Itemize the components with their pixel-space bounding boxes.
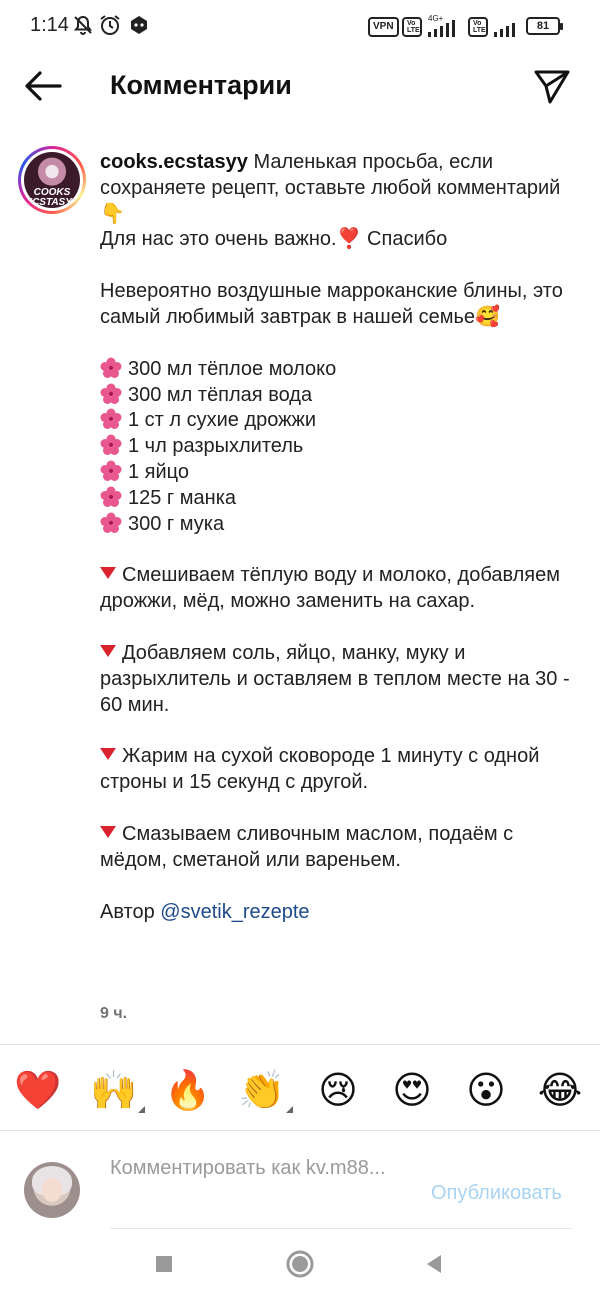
avatar-label: COOKS ECSTASYY [25, 187, 79, 208]
ingredients-list [100, 357, 580, 538]
page-title: Комментарии [110, 70, 292, 100]
app-notification-icon [128, 14, 150, 36]
author-label: Автор [100, 900, 161, 923]
reaction-heart-icon[interactable]: ❤️ [14, 1068, 62, 1112]
skin-tone-indicator [138, 1106, 145, 1113]
hibiscus-icon [100, 460, 122, 482]
author-username[interactable]: cooks.ecstasyy [100, 151, 248, 173]
step-text: Смешиваем тёплую воду и молоко, добавляем дрожжи, мёд, можно заменить на сахар. [100, 564, 560, 613]
ingredient-item [100, 460, 580, 486]
alarm-icon [98, 14, 122, 36]
red-triangle-icon [100, 748, 116, 760]
status-time: 1:14 [30, 14, 69, 36]
divider [0, 1044, 600, 1045]
author-avatar[interactable] [18, 146, 86, 214]
red-triangle-icon [100, 567, 116, 579]
quick-reactions-bar [0, 1054, 600, 1130]
step-text: Жарим на сухой сковороде 1 минуту с одной строны и 15 секунд с другой. [100, 745, 540, 794]
avatar-ring-inner [21, 149, 83, 211]
ingredient-item [100, 512, 580, 538]
red-triangle-icon [100, 645, 116, 657]
header [0, 52, 600, 118]
signal-icon-1 [426, 18, 464, 40]
volte-badge-2: Vo LTE [468, 17, 488, 37]
ingredient-text: 300 мл тёплая вода [128, 383, 313, 406]
hibiscus-icon [100, 408, 122, 430]
ingredient-text: 1 ст л сухие дрожжи [128, 409, 317, 432]
ingredient-text: 300 г мука [128, 512, 225, 535]
reaction-clapping-hands-icon[interactable]: 👏 [238, 1068, 286, 1112]
recipe-step [100, 563, 580, 615]
publish-button[interactable]: Опубликовать [431, 1182, 562, 1204]
comment-input[interactable]: Комментировать как kv.m88... [110, 1157, 386, 1179]
system-navigation-bar [0, 1232, 600, 1299]
post-time: 9 ч. [100, 1005, 128, 1022]
reaction-crying-face-icon[interactable]: 😢 [318, 1068, 358, 1112]
recipe-step [100, 822, 580, 874]
recent-apps-icon[interactable] [146, 1246, 182, 1282]
ingredient-text: 1 яйцо [128, 460, 190, 483]
reaction-surprised-face-icon[interactable]: 😮 [466, 1068, 506, 1112]
post-caption [100, 150, 580, 925]
ingredient-text: 1 чл разрыхлитель [128, 435, 304, 458]
intro-text: Маленькая просьба, если сохраняете рецепт, оставьте любой комментарий👇 [100, 151, 561, 225]
ingredient-item [100, 383, 580, 409]
hibiscus-icon [100, 512, 122, 534]
back-nav-icon[interactable] [416, 1246, 452, 1282]
steps-list [100, 563, 580, 899]
volte-badge-1: Vo LTE [402, 17, 422, 37]
home-icon[interactable] [282, 1246, 318, 1282]
reaction-raised-hands-icon[interactable]: 🙌 [90, 1068, 138, 1112]
skin-tone-indicator [286, 1106, 293, 1113]
author-credit [100, 900, 580, 926]
signal-icon-2 [492, 18, 522, 40]
battery-indicator: 81 [526, 17, 560, 35]
author-mention-link[interactable]: @svetik_rezepte [160, 900, 310, 923]
divider [110, 1228, 572, 1229]
notifications-off-icon [72, 14, 94, 36]
hibiscus-icon [100, 383, 122, 405]
ingredient-item [100, 486, 580, 512]
hibiscus-icon [100, 434, 122, 456]
ingredient-text: 300 мл тёплое молоко [128, 357, 337, 380]
reaction-joy-face-icon[interactable]: 😂 [537, 1068, 583, 1112]
hibiscus-icon [100, 357, 122, 379]
paper-plane-icon[interactable] [530, 66, 574, 106]
ingredient-item [100, 408, 580, 434]
reaction-fire-icon[interactable]: 🔥 [164, 1068, 212, 1112]
ingredient-item [100, 357, 580, 383]
caption-intro [100, 150, 580, 227]
network-type: 4G+ [428, 14, 444, 23]
step-text: Смазываем сливочным маслом, подаём с мёдом, сметаной или вареньем. [100, 822, 514, 871]
arrow-left-icon[interactable] [20, 66, 64, 106]
recipe-step [100, 744, 580, 796]
red-triangle-icon [100, 826, 116, 838]
ingredient-item [100, 434, 580, 460]
step-text: Добавляем соль, яйцо, манку, муку и разрыхлитель и оставляем в теплом месте на 30 - 60 мин. [100, 641, 570, 716]
ingredient-text: 125 г манка [128, 486, 237, 509]
comment-composer [0, 1131, 600, 1231]
avatar-image [24, 152, 80, 208]
recipe-step [100, 641, 580, 718]
vpn-badge: VPN [368, 17, 399, 37]
recipe-description: Невероятно воздушные марроканские блины, это самый любимый завтрак в нашей семье🥰 [100, 280, 563, 328]
important-line: Для нас это очень важно.❣️ Спасибо [100, 228, 448, 251]
status-bar [0, 0, 600, 52]
current-user-avatar [24, 1162, 80, 1218]
reaction-heart-eyes-icon[interactable]: 😍 [392, 1068, 432, 1112]
hibiscus-icon [100, 486, 122, 508]
